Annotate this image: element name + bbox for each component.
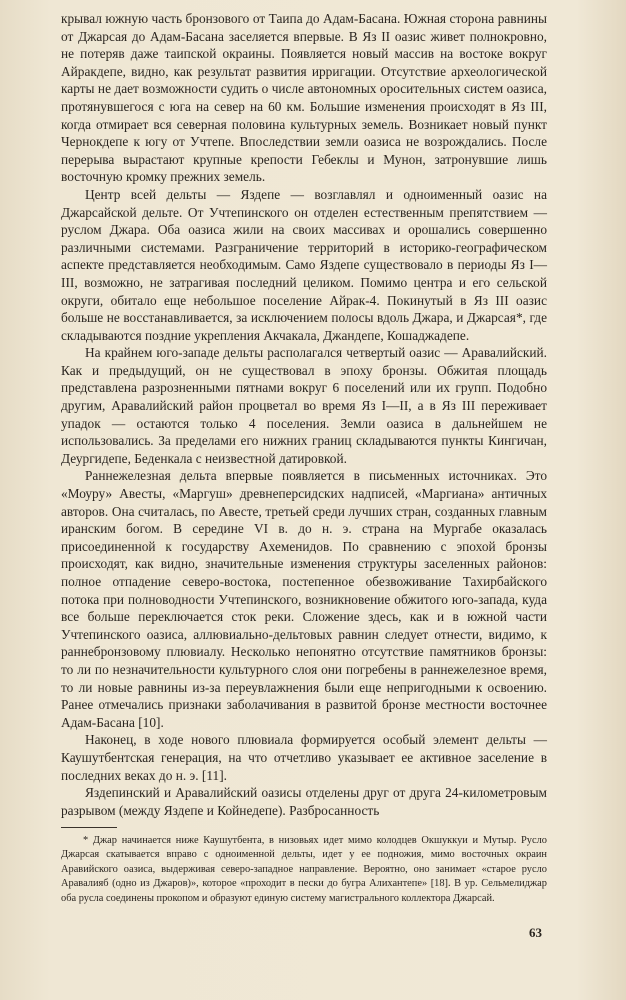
paragraph-3: На крайнем юго-западе дельты располагался четвертый оазис — Аравалийский. Как и предыдущий, он не существовал в эпоху бронзы. Обжитая площадь представлена разрозненными пятнами вокруг 6 поселений или их групп. Подобно другим, Аравалийский район процветал во время Яз I—II, а в Яз III переживает упадок — остаются только 4 поселения. Земли оазиса в дальнейшем не использовались. За пределами его нижних границ складываются пункты Кингичан, Деургидепе, Беденкала с неизвестной датировкой. (61, 345, 547, 466)
page-number: 63 (529, 925, 542, 940)
footnote-divider (61, 827, 117, 828)
main-text (61, 10, 547, 819)
paragraph-2: Центр всей дельты — Яздепе — возглавлял и одноименный оазис на Джарсайской дельте. От Учтепинского он отделен естественным препятствием — руслом Джара. Оба оазиса жили на своих массивах и орошались совершенно различными системами. Разграничение территорий в историко-географическом аспекте представляется необходимым. Само Яздепе существовало в периоды Яз I—III, возможно, не затрагивая последний целиком. Помимо центра и его сельской округи, обитало еще небольшое поселение Айрак-4. Покинутый в Яз III оазис больше не восстанавливается, за исключением полосы вдоль Джара, и Джарсая*, где складываются поздние укрепления Акчакала, Джандепе, Кошаджадепе. (61, 186, 547, 343)
footnote-text: * Джар начинается ниже Каушутбента, в низовьях идет мимо колодцев Окшуккуи и Мутыр. Русло Джарсая скатывается вправо с одноименной дельты, идет у ее подножия, мимо восточных окраин Аравийского оазиса, выдерживая северо-западное направление. Вероятно, оно занимает «старое русло Аравалияб (одно из Джаров)», которое «проходит в пески до бугра Алихантепе» [18]. В ур. Сельмелиджар оба русла соединены прокопом и образуют единую систему магистрального коллектора Джарсай. (61, 835, 547, 904)
footnote (61, 834, 547, 906)
paragraph-1: крывал южную часть бронзового от Таипа до Адам-Басана. Южная сторона равнины от Джарсая до Адам-Басана заселяется впервые. В Яз II оазис живет полнокровно, не потеряв даже таипской окраины. Появляется новый массив на востоке вокруг Айракдепе, видно, как результат развития ирригации. Отсутствие археологической карты не дает возможности судить о числе автономных оросительных систем оазиса, протянувшегося с юга на север на 60 км. Большие изменения происходят в Яз III, когда отмирает вся северная половина культурных земель. Возникает новый пункт Чернокдепе к югу от Учтепе. Впоследствии земли оазиса не возрождались. После перерыва вырастают крупные крепости Гебеклы и Мунон, затронувшие лишь восточную кромку прежних земель. (61, 11, 547, 185)
paragraph-5: Наконец, в ходе нового плювиала формируется особый элемент дельты — Каушутбентская генерация, на что отчетливо указывает ее активное заселение в последних веках до н. э. [11]. (61, 732, 547, 783)
paragraph-4: Раннежелезная дельта впервые появляется в письменных источниках. Это «Моуру» Авесты, «Маргуш» древнеперсидских надписей, «Маргиана» античных авторов. Она считалась, по Авесте, третьей среди лучших стран, созданных главным иранским богом. В середине VI в. до н. э. страна на Мургабе оказалась присоединенной к государству Ахеменидов. По сравнению с эпохой бронзы происходят, как видно, значительные изменения структуры заселенных районов: полное отпадение северо-востока, постепенное обезвоживание Тахирбайского потока при полноводности Учтепинского, возникновение обжитого юго-запада, куда все больше переключается сток реки. Сложение здесь, как и в южной части Учтепинского оазиса, аллювиально-дельтовых равнин следует отнести, видимо, к раннебронзовому плювиалу. Несколько непонятно отсутствие памятников бронзы: то ли по незначительности культурного слоя они погребены в раннежелезное время, то ли новые равнины из-за переувлажнения были еще непригодными к освоению. Ранее отмечались признаки заболачивания в развитой бронзе местности восточнее Адам-Басана [10]. (61, 468, 547, 730)
paragraph-6: Яздепинский и Аравалийский оазисы отделены друг от друга 24-километровым разрывом (между Яздепе и Койнедепе). Разбросанность (61, 785, 547, 818)
